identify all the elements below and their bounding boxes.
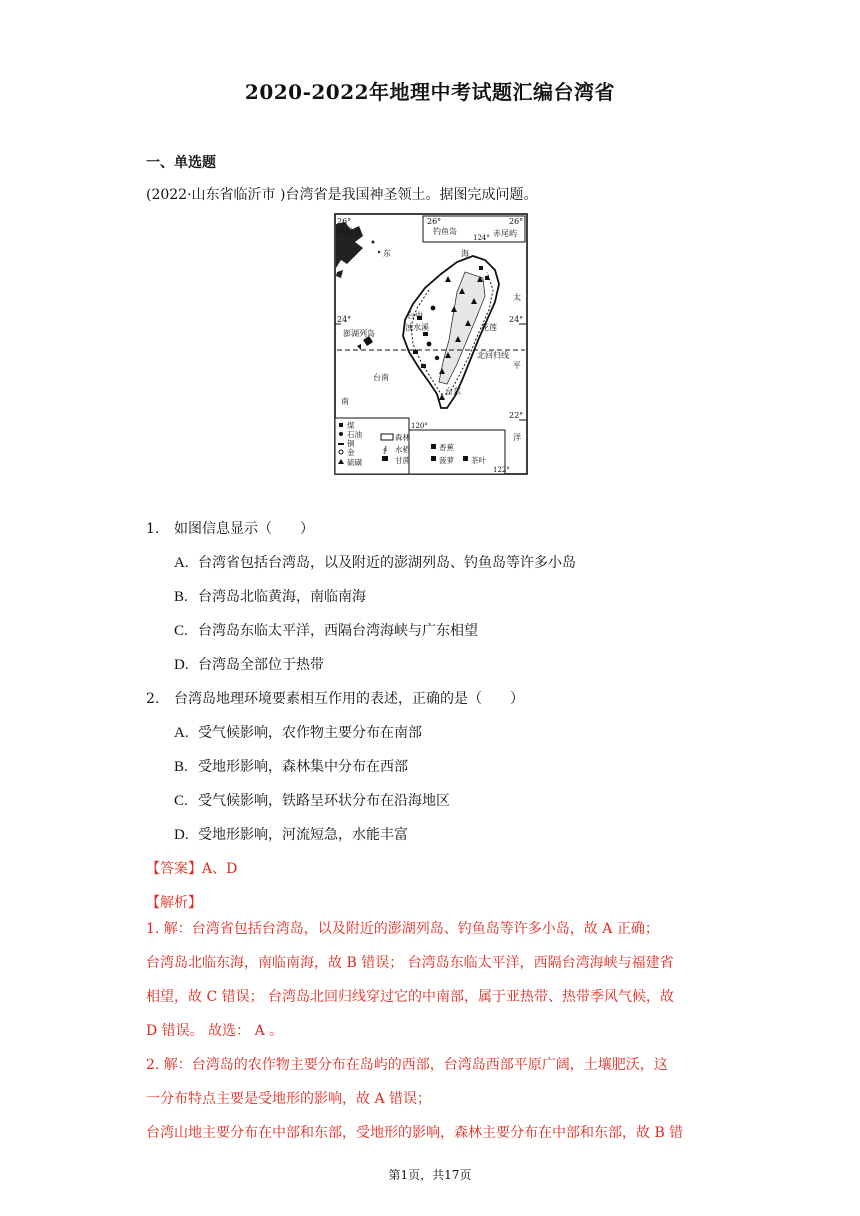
legend-forest: 森林 bbox=[395, 433, 410, 442]
label-fujian: 福建省 bbox=[337, 227, 361, 236]
legend-gold: 金 bbox=[347, 448, 355, 457]
legend-sulfur: 硫磺 bbox=[347, 458, 362, 467]
explanation-line: 1. 解：台湾省包括台湾岛，以及附近的澎湖列岛、钓鱼岛等许多小岛，故 A 正确； bbox=[146, 921, 659, 937]
legend-banana: 香蕉 bbox=[439, 443, 454, 452]
label-lat26-left: 26° bbox=[337, 217, 352, 226]
legend-coal: 煤 bbox=[347, 421, 355, 430]
label-lon124: 124° bbox=[473, 234, 490, 242]
legend-tea: 茶叶 bbox=[471, 456, 486, 465]
label-zhuoshui: 浊水溪 bbox=[405, 323, 429, 332]
label-hai: 海 bbox=[461, 249, 469, 258]
explanation-line: 台湾岛北临东海，南临南海，故 B 错误； 台湾岛东临太平洋，西隔台湾海峡与福建省 bbox=[146, 955, 674, 971]
label-hualian: 花莲 bbox=[481, 323, 497, 332]
label-taidong: 台东 bbox=[445, 387, 461, 396]
option-2a: A. 受气候影响，农作物主要分布在南部 bbox=[174, 725, 422, 741]
question-number: 2. bbox=[146, 691, 160, 707]
taiwan-map-figure bbox=[333, 212, 529, 476]
label-lat26-far: 26° bbox=[509, 217, 524, 226]
label-tropic: 北回归线 bbox=[477, 351, 509, 360]
label-lat26-right: 26° bbox=[427, 217, 442, 226]
legend-copper: 铜 bbox=[347, 439, 355, 448]
explanation-block bbox=[146, 912, 718, 1150]
question-stem: 台湾岛地理环境要素相互作用的表述，正确的是（ ） bbox=[174, 691, 524, 707]
question-2 bbox=[146, 688, 524, 708]
question-stem: 如图信息显示（ ） bbox=[174, 521, 314, 537]
label-penghu: 澎湖列岛 bbox=[343, 329, 375, 338]
label-yang: 洋 bbox=[513, 433, 521, 442]
label-lat22: 22° bbox=[509, 411, 524, 420]
taiwan-map-svg bbox=[333, 212, 529, 476]
section-heading: 一、单选题 bbox=[146, 155, 216, 171]
label-tainan: 台南 bbox=[373, 373, 389, 382]
option-1b: B. 台湾岛北临黄海，南临南海 bbox=[174, 589, 366, 605]
option-1d: D. 台湾岛全部位于热带 bbox=[174, 657, 324, 673]
label-lat24-right: 24° bbox=[509, 315, 524, 324]
legend-rice: 水稻 bbox=[395, 445, 410, 454]
label-chiwei: 赤尾屿 bbox=[493, 229, 517, 238]
explanation-line: D 错误。 故选： A 。 bbox=[146, 1023, 284, 1039]
label-dong: 东 bbox=[383, 249, 391, 258]
label-lat24-left: 24° bbox=[337, 315, 352, 324]
question-number: 1. bbox=[146, 521, 160, 537]
explanation-line: 2. 解：台湾岛的农作物主要分布在岛屿的西部，台湾岛西部平原广阔，土壤肥沃，这 bbox=[146, 1057, 668, 1073]
label-lon120: 120° bbox=[411, 422, 428, 430]
legend-pineapple: 菠萝 bbox=[439, 456, 454, 465]
explanation-line: 台湾山地主要分布在中部和东部，受地形的影响，森林主要分布在中部和东部，故 B 错 bbox=[146, 1125, 684, 1141]
question-1 bbox=[146, 518, 314, 538]
label-diaoyu: 钓鱼岛 bbox=[433, 227, 457, 236]
explanation-line: 一分布特点主要是受地形的影响，故 A 错误； bbox=[146, 1091, 432, 1107]
explanation-line: 相望，故 C 错误； 台湾岛北回归线穿过它的中南部，属于亚热带、热带季风气候，故 bbox=[146, 989, 675, 1005]
label-ping: 平 bbox=[513, 361, 521, 370]
label-nan: 南 bbox=[341, 397, 349, 406]
legend-oil: 石油 bbox=[347, 430, 362, 439]
label-taizhong: 台中 bbox=[407, 311, 423, 320]
page-footer: 第1页，共17页 bbox=[388, 1168, 472, 1182]
label-lon122: 122° bbox=[493, 466, 510, 474]
label-tai: 太 bbox=[513, 293, 521, 302]
page-title: 2020-2022年地理中考试题汇编台湾省 bbox=[244, 80, 616, 104]
option-1a: A. 台湾省包括台湾岛，以及附近的澎湖列岛、钓鱼岛等许多小岛 bbox=[174, 555, 576, 571]
svg-text:∮: ∮ bbox=[383, 445, 388, 454]
option-1c: C. 台湾岛东临太平洋，西隔台湾海峡与广东相望 bbox=[174, 623, 478, 639]
legend-sugarcane: 甘蔗 bbox=[395, 456, 410, 465]
option-2d: D. 受地形影响，河流短急，水能丰富 bbox=[174, 827, 408, 843]
analysis-label: 【解析】 bbox=[146, 895, 202, 911]
answer-line: 【答案】A、D bbox=[146, 861, 238, 877]
option-2c: C. 受气候影响，铁路呈环状分布在沿海地区 bbox=[174, 793, 450, 809]
question-intro: (2022·山东省临沂市 )台湾省是我国神圣领土。据图完成问题。 bbox=[146, 187, 538, 203]
option-2b: B. 受地形影响，森林集中分布在西部 bbox=[174, 759, 408, 775]
